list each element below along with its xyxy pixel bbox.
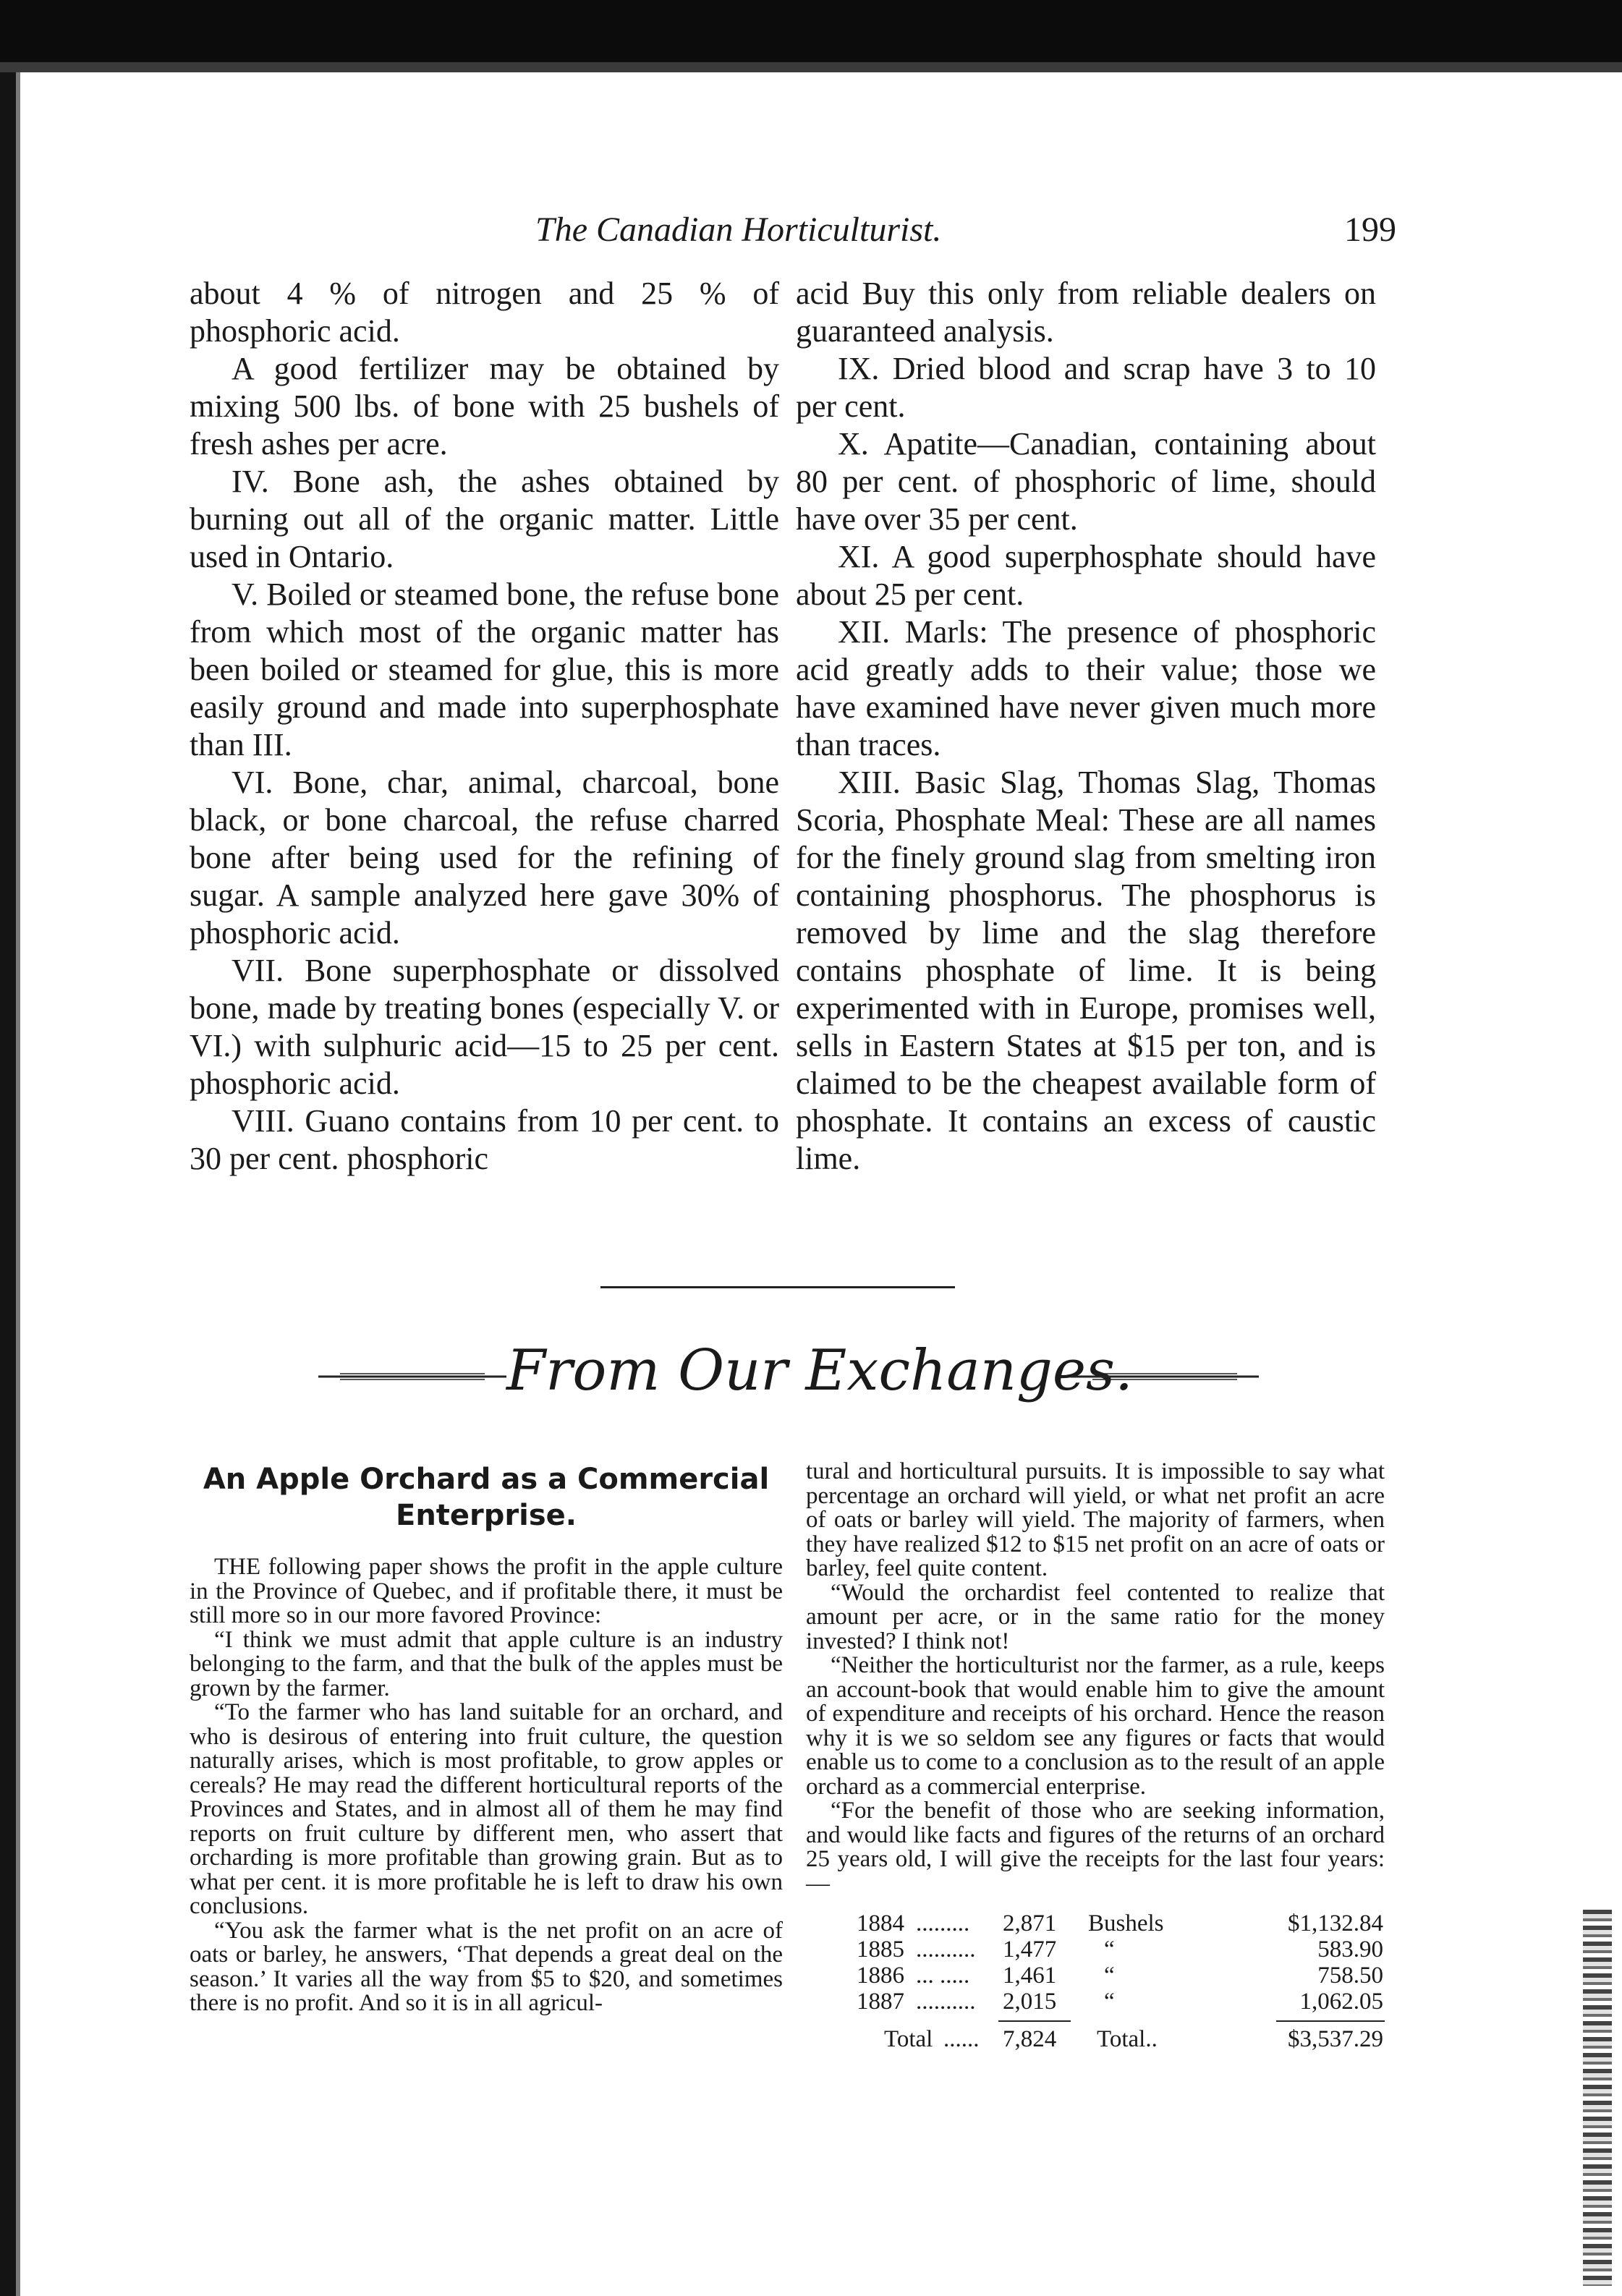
- scan-right-edge-noise: [1583, 1910, 1612, 2286]
- leader-dots: ..........: [916, 1989, 976, 2015]
- left-column-top: [190, 275, 779, 1178]
- article-left-column: [190, 1555, 783, 2016]
- bushels-cell: 2,015: [1003, 1989, 1057, 2015]
- paragraph: IX. Dried blood and scrap have 3 to 10 per cent.: [796, 351, 1376, 424]
- table-row: [806, 1990, 1385, 2016]
- paragraph: VI. Bone, char, animal, charcoal, bone black, or bone charcoal, the refuse charred bone after being used for the refining of sugar. A sample analyzed here gave 30% of phosphoric acid.: [190, 765, 779, 951]
- paragraph: XII. Marls: The presence of phosphoric acid greatly adds to their value; those we have examined have never given much more than traces.: [796, 614, 1376, 762]
- table-row: [806, 1912, 1385, 1938]
- table-row: [806, 1938, 1385, 1964]
- paragraph: IV. Bone ash, the ashes obtained by burning out all of the organic matter. Little used in Ontario.: [190, 464, 779, 574]
- unit-cell: Bushels: [1088, 1910, 1164, 1936]
- leader-dots: ..........: [916, 1936, 976, 1963]
- total-amount-label: Total..: [1097, 2026, 1158, 2052]
- section-banner: [318, 1331, 1259, 1418]
- paragraph: VIII. Guano contains from 10 per cent. to 30 per cent. phosphoric: [190, 1103, 779, 1176]
- bushels-cell: 2,871: [1003, 1910, 1057, 1936]
- bushels-cell: 1,461: [1003, 1963, 1057, 1989]
- article-right-column: [806, 1460, 1385, 2057]
- page-number: 199: [1344, 211, 1396, 249]
- scan-top-border: [0, 0, 1622, 72]
- amount-cell: 1,062.05: [1299, 1989, 1383, 2015]
- section-heading: From Our Exchanges.: [506, 1338, 1133, 1403]
- total-label: Total: [884, 2026, 933, 2052]
- paragraph: X. Apatite—Canadian, containing about 80 per cent. of phosphoric of lime, should have over 35 per cent.: [796, 426, 1376, 537]
- scan-left-border: [0, 72, 16, 2296]
- paragraph: “Neither the horticulturist nor the farmer, as a rule, keeps an account-book that would enable him to give the amount of expenditure and receipts of his orchard. Hence the reason why it is we so seldom see any figures or facts that would enable us to come to a conclusion as to the result of an apple orchard as a commercial enterprise.: [806, 1652, 1385, 1800]
- paragraph: V. Boiled or steamed bone, the refuse bone from which most of the organic matter has been boiled or steamed for glue, this is more easily ground and made into superphosphate than III.: [190, 577, 779, 762]
- scan-left-shadow: [16, 72, 20, 2296]
- paragraph: XIII. Basic Slag, Thomas Slag, Thomas Scoria, Phosphate Meal: These are all names for the finely ground slag from smelting iron containing phosphorus. The phosphorus is removed by lime and the slag therefore contains phosphate of lime. It is being experimented with in Europe, promises well, sells in Eastern States at $15 per ton, and is claimed to be the cheapest available form of phosphate. It contains an excess of caustic lime.: [796, 765, 1376, 1176]
- paragraph: “To the farmer who has land suitable for an orchard, and who is desirous of entering into fruit culture, the question naturally arises, which is most profitable, to grow apples or cereals? He may read the different horticultural reports of the Provinces and States, and in almost all of them he may find reports on fruit culture by different men, who assert that orcharding is more profitable than growing grain. But as to what per cent. it is more profitable he is left to draw his own conclusions.: [190, 1699, 783, 1919]
- amount-cell: 758.50: [1317, 1963, 1383, 1989]
- year-cell: 1884: [857, 1910, 904, 1936]
- paragraph: “You ask the farmer what is the net profit on an acre of oats or barley, he answers, ‘That depends a great deal on the season.’ It varies all the way from $5 to $20, and sometimes there is no profit. And so it is in all agricul-: [190, 1917, 783, 2016]
- paragraph: “Would the orchardist feel contented to realize that amount per acre, or in the same ratio for the money invested? I think not!: [806, 1579, 1385, 1654]
- page-header: [0, 210, 1622, 260]
- paragraph: about 4 % of nitrogen and 25 % of phosphoric acid.: [190, 276, 779, 349]
- unit-cell: “: [1104, 1963, 1115, 1989]
- amount-cell: 583.90: [1317, 1936, 1383, 1963]
- total-bushels: 7,824: [1003, 2026, 1057, 2052]
- year-cell: 1887: [857, 1989, 904, 2015]
- bushels-cell: 1,477: [1003, 1936, 1057, 1963]
- amount-cell: $1,132.84: [1288, 1910, 1383, 1936]
- total-amount: $3,537.29: [1288, 2026, 1383, 2052]
- leader-dots: ... .....: [916, 1963, 970, 1989]
- unit-cell: “: [1104, 1989, 1115, 2015]
- paragraph: VII. Bone superphosphate or dissolved bone, made by treating bones (especially V. or VI.) with sulphuric acid—15 to 25 per cent. phosphoric acid.: [190, 953, 779, 1101]
- paragraph: “For the benefit of those who are seeking information, and would like facts and figures of the returns of an orchard 25 years old, I will give the receipts for the last four years:—: [806, 1798, 1385, 1897]
- table-row: [806, 1964, 1385, 1990]
- paragraph: XI. A good superphosphate should have about 25 per cent.: [796, 539, 1376, 612]
- running-title: The Canadian Horticulturist.: [535, 211, 942, 249]
- year-cell: 1886: [857, 1963, 904, 1989]
- paragraph: THE following paper shows the profit in the apple culture in the Province of Quebec, and if profitable there, it must be still more so in our more favored Province:: [190, 1554, 783, 1628]
- paragraph: “I think we must admit that apple culture is an industry belonging to the farm, and that the bulk of the apples must be grown by the farmer.: [190, 1626, 783, 1701]
- article-title: An Apple Orchard as a Commercial Enterprise.: [203, 1463, 770, 1532]
- left-flourish-icon: [318, 1373, 506, 1380]
- right-column-top: [796, 275, 1376, 1178]
- right-flourish-icon: [1071, 1373, 1259, 1380]
- paragraph: tural and horticultural pursuits. It is impossible to say what percentage an orchard will yield, or what net profit an acre of oats or barley will yield. The majority of farmers, when they have realized $12 to $15 net profit on an acre of oats or barley, feel quite content.: [806, 1458, 1385, 1581]
- leader-dots: .........: [916, 1910, 970, 1936]
- total-row: [806, 2028, 1385, 2057]
- year-cell: 1885: [857, 1936, 904, 1963]
- paragraph: A good fertilizer may be obtained by mixing 500 lbs. of bone with 25 bushels of fresh ashes per acre.: [190, 351, 779, 462]
- receipts-table: [806, 1912, 1385, 2057]
- unit-cell: “: [1104, 1936, 1115, 1963]
- section-divider-rule: [600, 1286, 955, 1288]
- leader-dots: ......: [943, 2026, 980, 2052]
- paragraph: acid Buy this only from reliable dealers on guaranteed analysis.: [796, 276, 1376, 349]
